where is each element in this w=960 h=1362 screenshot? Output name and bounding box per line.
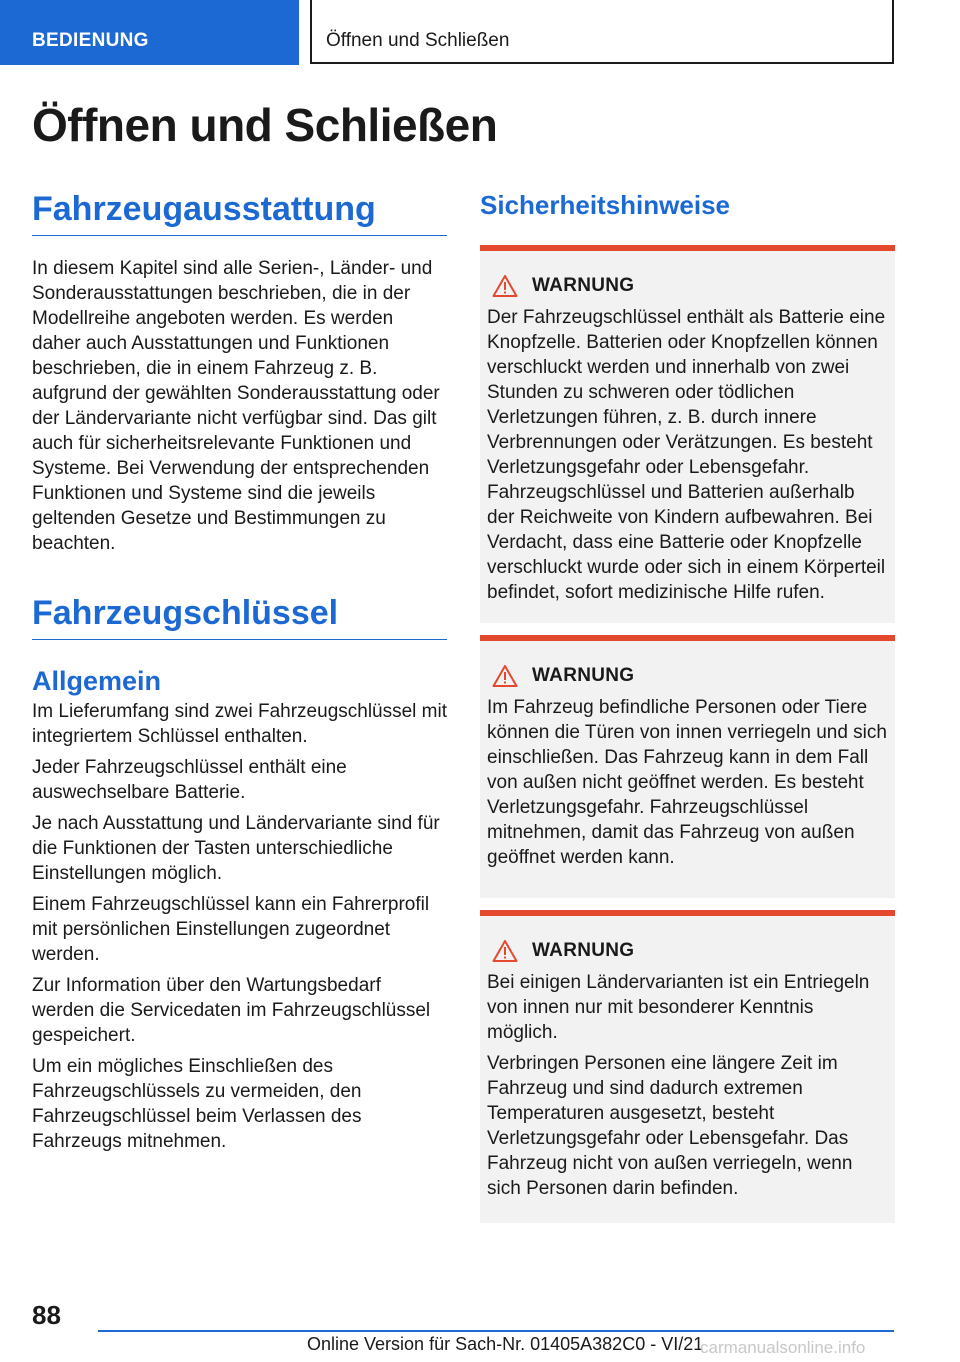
body-paragraph: Je nach Ausstattung und Ländervariante sind für die Funktionen der Tasten unterschiedliche Einstellungen möglich. xyxy=(32,813,440,884)
footer-divider xyxy=(98,1330,894,1332)
body-paragraph: Jeder Fahrzeugschlüssel enthält eine auswechselbare Batterie. xyxy=(32,757,347,803)
warning-triangle-icon xyxy=(492,664,518,688)
warning-box xyxy=(480,910,895,1223)
left-column xyxy=(32,190,447,1154)
body-paragraph: Um ein mögliches Einschließen des Fahrzeugschlüssels zu vermeiden, den Fahrzeugschlüssel beim Verlassen des Fahrzeugs mitnehmen. xyxy=(32,1056,362,1152)
warning-title: WARNUNG xyxy=(532,275,635,296)
online-version-text: Online Version für Sach-Nr. 01405A382C0 - VI/21 xyxy=(307,1334,704,1354)
warning-triangle-icon xyxy=(492,274,518,298)
warning-box xyxy=(480,635,895,898)
warning-box xyxy=(480,245,895,623)
section-tab xyxy=(0,0,299,65)
body-paragraph: Zur Information über den Wartungsbedarf werden die Servicedaten im Fahrzeugschlüssel gespeichert. xyxy=(32,975,431,1046)
section-label: BEDIENUNG xyxy=(32,30,149,51)
warning-text: Im Fahrzeug befindliche Personen oder Tiere können die Türen von innen verriegeln und sich einschließen. Das Fahrzeug kann in dem Fall von außen nicht geöffnet werden. Es besteht Verletzungsgefahr. Fahrzeugschlüssel mitnehmen, damit das Fahrzeug von außen geöffnet werden kann. xyxy=(487,697,887,868)
body-paragraph: Einem Fahrzeugschlüssel kann ein Fahrerprofil mit persönlichen Einstellungen zugeordnet werden. xyxy=(32,894,430,965)
warning-text: Der Fahrzeugschlüssel enthält als Batterie eine Knopfzelle. Batterien oder Knopfzellen können verschluckt werden und innerhalb von zwei Stunden zu schweren oder tödlichen Verletzungen führen, z. B. durch innere Verbrennungen oder Verätzungen. Es besteht Verletzungsgefahr oder Lebensgefahr. Fahrzeugschlüssel und Batterien außerhalb der Reichweite von Kindern aufbewahren. Bei Verdacht, dass eine Batterie oder Knopfzelle verschluckt wurde oder sich in einem Körperteil befindet, sofort medizinische Hilfe rufen. xyxy=(487,307,886,603)
warning-title: WARNUNG xyxy=(532,940,635,961)
chapter-tab xyxy=(310,0,894,64)
section-heading-sicherheitshinweise: Sicherheitshinweise xyxy=(480,190,730,220)
warning-title: WARNUNG xyxy=(532,665,635,686)
right-column xyxy=(480,190,895,1223)
warning-text: Verbringen Personen eine längere Zeit im Fahrzeug und sind dadurch extremen Temperaturen ausgesetzt, besteht Verletzungsgefahr oder Lebensgefahr. Das Fahrzeug nicht von außen verriegeln, wenn sich Personen darin befinden. xyxy=(487,1053,853,1199)
section-heading-fahrzeugschluessel: Fahrzeugschlüssel xyxy=(32,594,447,640)
chapter-label: Öffnen und Schließen xyxy=(326,30,510,51)
section-heading-fahrzeugausstattung: Fahrzeugausstattung xyxy=(32,190,447,236)
page-number: 88 xyxy=(32,1300,61,1330)
watermark-text: carmanualsonline.info xyxy=(700,1338,866,1357)
page-title: Öffnen und Schließen xyxy=(32,99,498,151)
body-paragraph: Im Lieferumfang sind zwei Fahrzeugschlüssel mit integriertem Schlüssel enthalten. xyxy=(32,701,448,747)
intro-paragraph: In diesem Kapitel sind alle Serien-, Länder- und Sonderausstattungen beschrieben, die in der Modellreihe angeboten werden. Es werden daher auch Ausstattungen und Funktionen beschrieben, die in einem Fahrzeug z. B. aufgrund der gewählten Sonderausstattung oder der Ländervariante nicht verfügbar sind. Das gilt auch für sicherheitsrelevante Funktionen und Systeme. Bei Verwendung der entsprechenden Funktionen und Systeme sind die jeweils geltenden Gesetze und Bestimmungen zu beachten. xyxy=(32,258,440,554)
subheading-allgemein: Allgemein xyxy=(32,666,162,696)
warning-text: Bei einigen Ländervarianten ist ein Entriegeln von innen nur mit besonderer Kenntnis möglich. xyxy=(487,972,870,1043)
warning-triangle-icon xyxy=(492,939,518,963)
